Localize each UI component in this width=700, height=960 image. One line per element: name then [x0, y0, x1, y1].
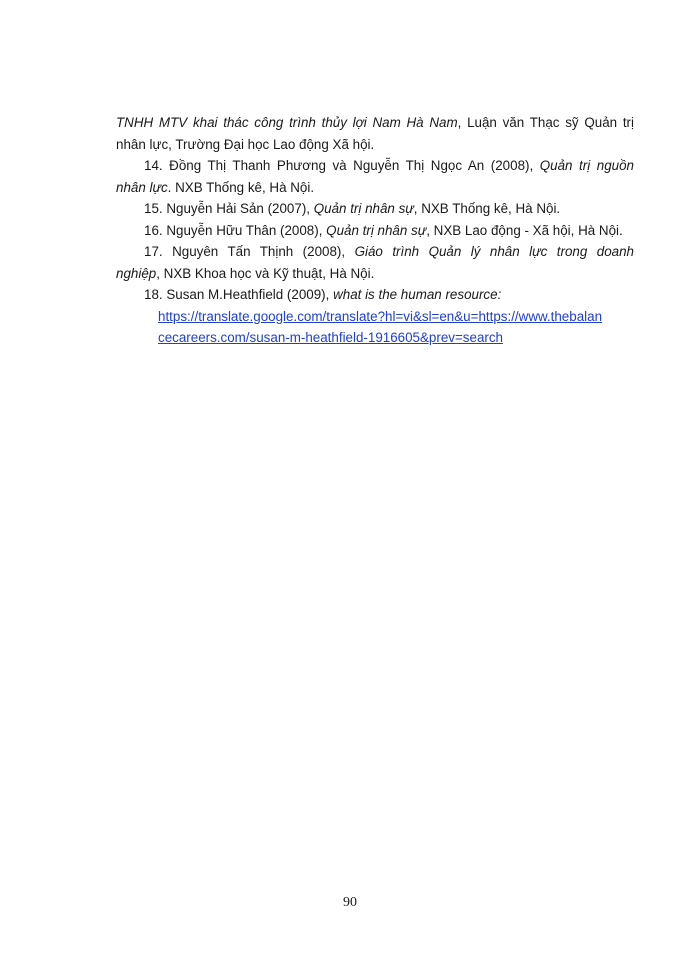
reference-17-title-part-1: Giáo trình Quản lý nhân lực trong doanh	[354, 244, 634, 259]
reference-15-title: Quản trị nhân sự	[313, 201, 414, 216]
reference-13-line-1	[116, 112, 634, 134]
reference-16-rest: , NXB Lao động - Xã hội, Hà Nội.	[426, 222, 623, 238]
reference-list	[116, 112, 634, 349]
reference-14-lead: 14. Đồng Thị Thanh Phương và Nguyễn Thị Ngọc An (2008),	[144, 158, 540, 173]
reference-18-link[interactable]: https://translate.google.com/translate?hl=vi&sl=en&u=https://www.thebalan	[158, 308, 603, 324]
reference-16-title: Quản trị nhân sự	[326, 222, 427, 238]
reference-15-lead: 15. Nguyễn Hải Sản (2007),	[144, 201, 314, 216]
reference-14-rest: . NXB Thống kê, Hà Nội.	[167, 179, 315, 195]
reference-15-rest: , NXB Thống kê, Hà Nội.	[413, 201, 561, 216]
reference-17-line-2	[116, 263, 634, 285]
reference-18-title: what is the human resource:	[333, 287, 502, 302]
reference-15	[116, 198, 634, 220]
reference-17-lead: 17. Nguyên Tấn Thịnh (2008),	[144, 244, 355, 259]
reference-17-line-1	[116, 241, 634, 263]
reference-17-rest: , NXB Khoa học và Kỹ thuật, Hà Nội.	[156, 265, 375, 281]
reference-18-link-continued[interactable]: cecareers.com/susan-m-heathfield-1916605&prev=search	[158, 330, 503, 345]
reference-13-line-2: nhân lực, Trường Đại học Lao động Xã hội.	[116, 136, 375, 152]
reference-16-lead: 16. Nguyễn Hữu Thân (2008),	[144, 222, 327, 238]
reference-13-rest: , Luận văn Thạc sỹ Quản trị	[457, 115, 634, 130]
reference-13-title: TNHH MTV khai thác công trình thủy lợi Nam Hà Nam	[116, 115, 458, 130]
reference-16	[116, 220, 634, 242]
reference-18-url-line-1	[116, 306, 634, 328]
reference-18-lead: 18. Susan M.Heathfield (2009),	[144, 287, 334, 302]
reference-14-title-part-2: nhân lực	[116, 179, 168, 195]
reference-14-line-1	[116, 155, 634, 177]
reference-17-title-part-2: nghiệp	[116, 265, 157, 281]
page-number: 90	[343, 895, 357, 910]
reference-18-url-line-2	[116, 327, 634, 349]
reference-18	[116, 284, 634, 306]
reference-14-line-2	[116, 177, 634, 199]
reference-14-title-part-1: Quản trị nguồn	[539, 158, 634, 173]
